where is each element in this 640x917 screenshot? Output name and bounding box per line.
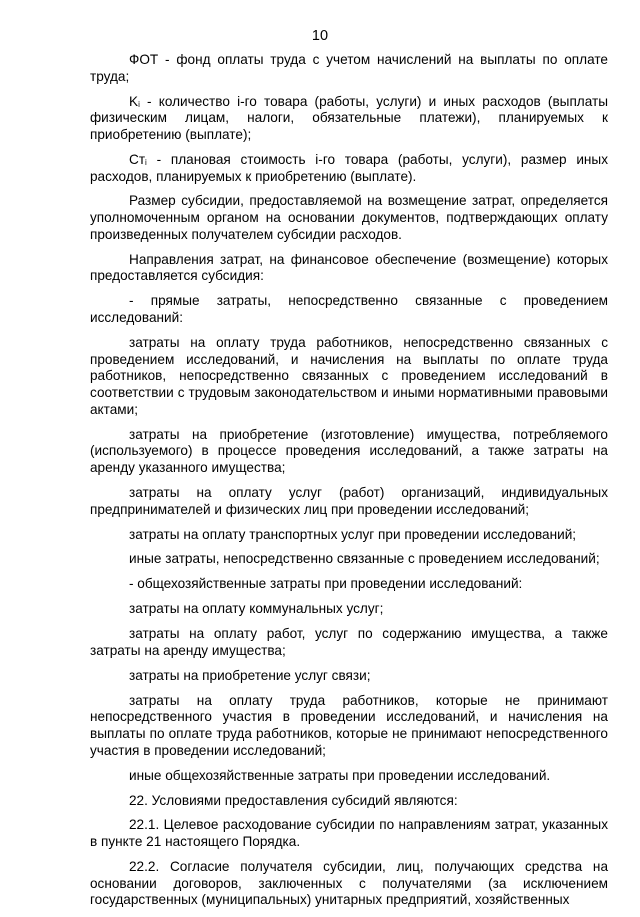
list-item: затраты на оплату транспортных услуг при проведении исследований; xyxy=(129,526,577,542)
variable-st-subscript: i xyxy=(145,157,147,167)
paragraph-cti-definition xyxy=(90,152,608,185)
paragraph: Размер субсидии, предоставляемой на возмещение затрат, определяется уполномоченным органом на основании документов, подтверждающих оплату произведенных получателем субсидии расходов. xyxy=(90,193,608,242)
cti-definition-text: - плановая стоимость i-го товара (работы, услуги), размер иных расходов, планируемых к приобретению (выплате). xyxy=(90,151,608,184)
list-item: затраты на оплату услуг (работ) организаций, индивидуальных предпринимателей и физических лиц при проведении исследований; xyxy=(90,484,608,517)
document-body xyxy=(90,52,608,917)
list-item: затраты на приобретение (изготовление) имущества, потребляемого (используемого) в процессе проведения исследований, а также затраты на аренду указанного имущества; xyxy=(90,426,608,476)
list-item: - прямые затраты, непосредственно связанные с проведением исследований: xyxy=(90,293,608,326)
ki-definition-text: - количество i-го товара (работы, услуги) и иных расходов (выплаты физическим лицам, налоги, обязательные платежи), планируемых к приобретению (выплате); xyxy=(90,93,608,142)
variable-k-subscript: i xyxy=(138,99,140,109)
paragraph-ki-definition xyxy=(90,94,608,144)
section-heading-22: 22. Условиями предоставления субсидий являются: xyxy=(129,792,458,808)
list-item: затраты на оплату работ, услуг по содержанию имущества, а также затраты на аренду имущества; xyxy=(90,626,608,658)
paragraph: Направления затрат, на финансовое обеспечение (возмещение) которых предоставляется субсидия: xyxy=(90,251,608,284)
list-item: затраты на оплату труда работников, непосредственно связанных с проведением исследований, и начисления на выплаты по оплате труда работников, непосредственно связанных с проведением исследований в соответствии с трудовым законодательством и иными нормативными правовыми актами; xyxy=(90,334,608,417)
list-item: иные общехозяйственные затраты при проведении исследований. xyxy=(129,767,551,783)
list-item: - общехозяйственные затраты при проведении исследований: xyxy=(129,576,523,592)
list-item: иные затраты, непосредственно связанные с проведением исследований; xyxy=(129,551,600,567)
list-item: затраты на оплату труда работников, которые не принимают непосредственного участия в проведении исследований, и начисления на выплаты по оплате труда работников, которые не принимают непосредственного участия в проведении исследований; xyxy=(90,692,608,758)
variable-st: Ст xyxy=(129,151,146,167)
variable-k: K xyxy=(129,93,139,109)
clause-22-1: 22.1. Целевое расходование субсидии по направлениям затрат, указанных в пункте 21 настоящего Порядка. xyxy=(90,817,608,850)
list-item: затраты на приобретение услуг связи; xyxy=(129,667,371,683)
list-item: затраты на оплату коммунальных услуг; xyxy=(129,601,384,617)
paragraph-fot-definition: ФОТ - фонд оплаты труда с учетом начислений на выплаты по оплате труда; xyxy=(90,52,608,84)
page-number: 10 xyxy=(311,28,329,44)
clause-22-2: 22.2. Согласие получателя субсидии, лиц, получающих средства на основании договоров, заключенных с получателями (за исключением государственных (муниципальных) унитарных предприятий, хозяйственных xyxy=(90,858,608,908)
